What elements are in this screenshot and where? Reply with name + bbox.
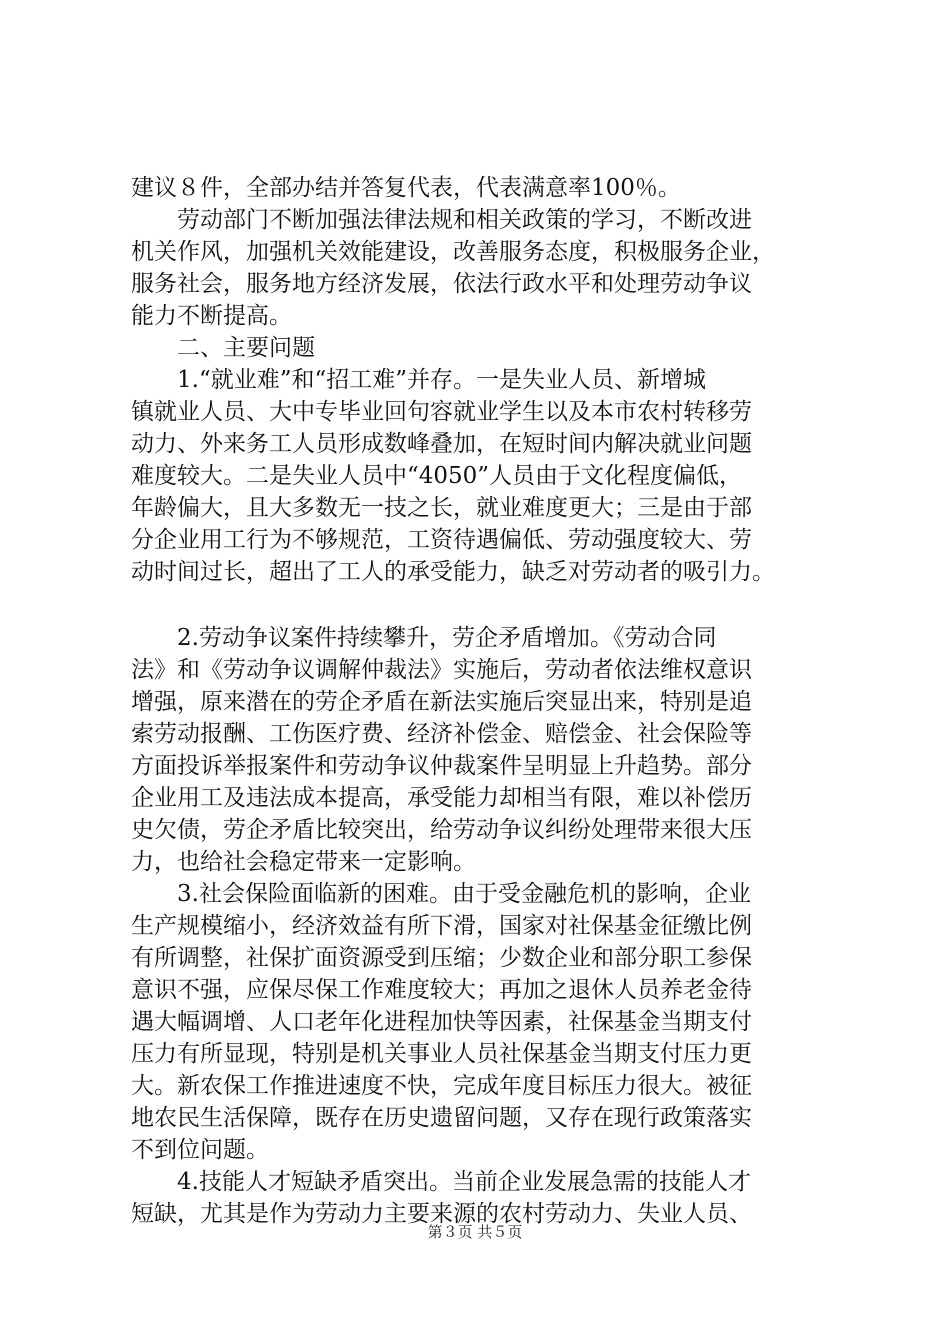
paragraph-gap — [131, 588, 831, 622]
text-line: 意识不强，应保尽保工作难度较大；再加之退休人员养老金待 — [131, 977, 752, 1003]
text-line: 4.技能人才短缺矛盾突出。当前企业发展急需的技能人才 — [131, 1169, 751, 1195]
text-line: 建议８件，全部办结并答复代表，代表满意率100％。 — [131, 175, 681, 201]
text-line: 短缺，尤其是作为劳动力主要来源的农村劳动力、失业人员、 — [131, 1201, 752, 1227]
text-line: 压力有所显现，特别是机关事业人员社保基金当期支付压力更 — [131, 1041, 752, 1067]
text-line: 能力不断提高。 — [131, 303, 292, 329]
text-line: 分企业用工行为不够规范，工资待遇偏低、劳动强度较大、劳 — [131, 527, 752, 553]
text-line: 大。新农保工作推进速度不快，完成年度目标压力很大。被征 — [131, 1073, 752, 1099]
text-line: 2.劳动争议案件持续攀升，劳企矛盾增加。《劳动合同 — [131, 625, 717, 651]
text-line: 不到位问题。 — [131, 1137, 269, 1163]
text-line: 力，也给社会稳定带来一定影响。 — [131, 849, 476, 875]
text-line: 1.“就业难”和“招工难”并存。一是失业人员、新增城 — [131, 367, 706, 393]
text-line: 史欠债，劳企矛盾比较突出，给劳动争议纠纷处理带来很大压 — [131, 817, 752, 843]
text-line: 生产规模缩小，经济效益有所下滑，国家对社保基金征缴比例 — [131, 913, 752, 939]
page-footer — [0, 1222, 950, 1242]
text-line: 有所调整，社保扩面资源受到压缩；少数企业和部分职工参保 — [131, 945, 752, 971]
text-line: 镇就业人员、大中专毕业回句容就业学生以及本市农村转移劳 — [131, 399, 752, 425]
text-line: 方面投诉举报案件和劳动争议仲裁案件呈明显上升趋势。部分 — [131, 753, 752, 779]
text-line: 机关作风，加强机关效能建设，改善服务态度，积极服务企业， — [131, 239, 775, 265]
text-line: 增强，原来潜在的劳企矛盾在新法实施后突显出来，特别是追 — [131, 689, 752, 715]
text-line: 索劳动报酬、工伤医疗费、经济补偿金、赔偿金、社会保险等 — [131, 721, 752, 747]
text-line: 企业用工及违法成本提高，承受能力却相当有限，难以补偿历 — [131, 785, 752, 811]
text-line: 动力、外来务工人员形成数峰叠加，在短时间内解决就业问题 — [131, 431, 752, 457]
text-line: 地农民生活保障，既存在历史遗留问题，又存在现行政策落实 — [131, 1105, 752, 1131]
text-line: 劳动部门不断加强法律法规和相关政策的学习，不断改进 — [131, 207, 752, 233]
text-line: 服务社会，服务地方经济发展，依法行政水平和处理劳动争议 — [131, 271, 752, 297]
text-line: 法》和《劳动争议调解仲裁法》实施后，劳动者依法维权意识 — [131, 657, 752, 683]
section-heading: 二、主要问题 — [131, 335, 315, 361]
text-line: 年龄偏大，且大多数无一技之长，就业难度更大；三是由于部 — [131, 495, 752, 521]
text-line: 动时间过长，超出了工人的承受能力，缺乏对劳动者的吸引力。 — [131, 559, 775, 585]
page-number: 第３页 共５页 — [427, 1223, 523, 1241]
document-body — [131, 172, 831, 1230]
text-line: 遇大幅调增、人口老年化进程加快等因素，社保基金当期支付 — [131, 1009, 752, 1035]
text-line: 3.社会保险面临新的困难。由于受金融危机的影响，企业 — [131, 881, 751, 907]
text-line: 难度较大。二是失业人员中“4050”人员由于文化程度偏低， — [131, 463, 743, 489]
